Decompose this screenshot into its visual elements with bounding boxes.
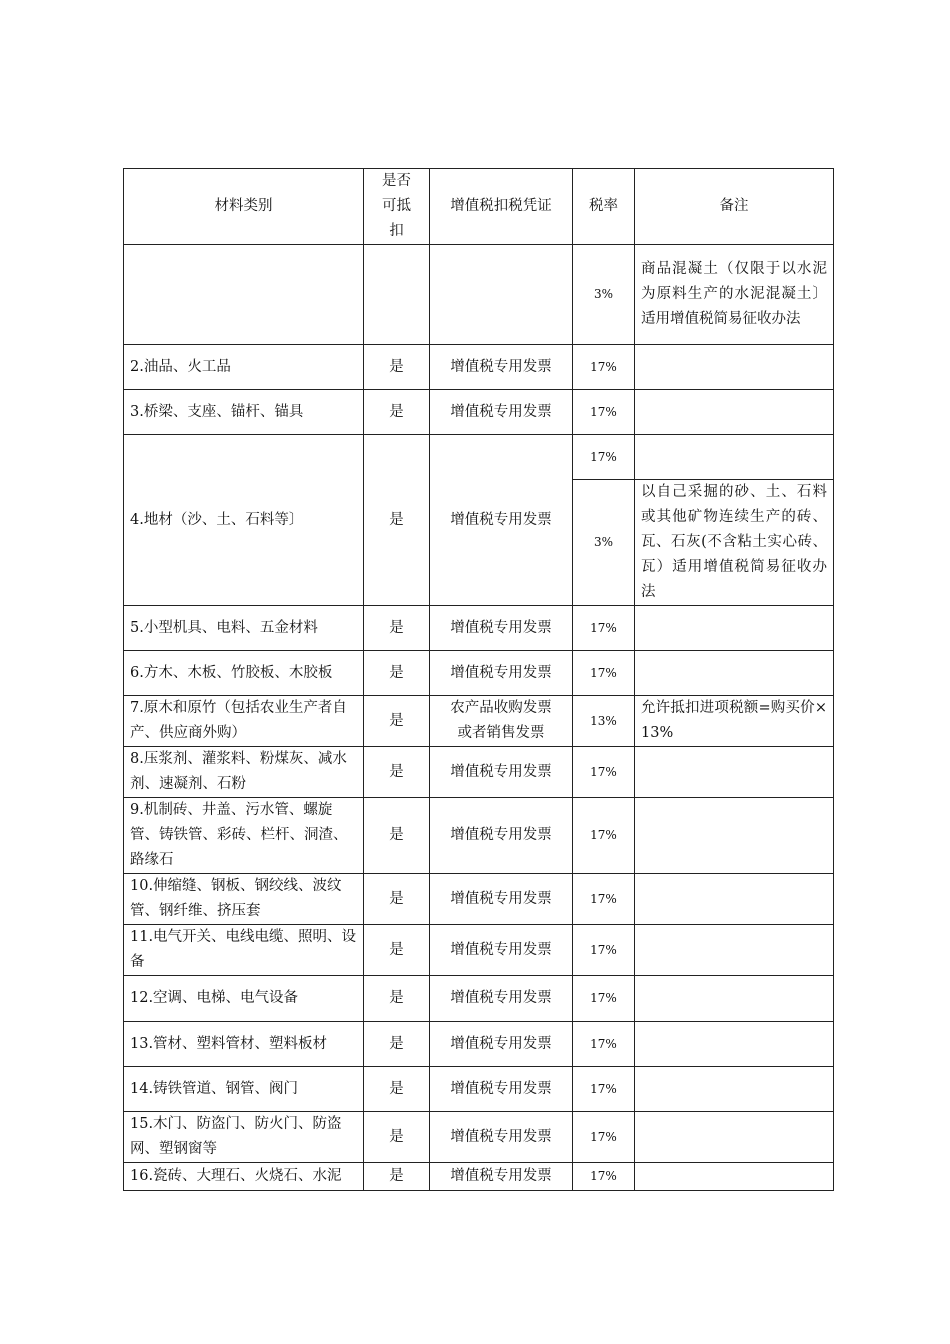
header-deductible: 是否可抵扣 [364, 169, 430, 245]
row-remarks [635, 651, 834, 696]
row-remarks [635, 925, 834, 976]
materials-tax-table [123, 168, 834, 1191]
row-remarks [635, 747, 834, 798]
row-voucher: 增值税专用发票 [430, 390, 573, 435]
row-remarks [635, 1163, 834, 1191]
row-deductible: 是 [364, 390, 430, 435]
row-voucher: 增值税专用发票 [430, 345, 573, 390]
header-category: 材料类别 [124, 169, 364, 245]
row-deductible: 是 [364, 925, 430, 976]
header-row [124, 169, 834, 245]
row-deductible: 是 [364, 345, 430, 390]
row-remarks [635, 976, 834, 1022]
table-row [124, 925, 834, 976]
row-category: 12.空调、电梯、电气设备 [124, 976, 364, 1022]
row-rate: 17% [573, 925, 635, 976]
row-voucher: 增值税专用发票 [430, 1022, 573, 1067]
row-deductible [364, 245, 430, 345]
row-deductible: 是 [364, 606, 430, 651]
row-rate: 17% [573, 1067, 635, 1112]
row-rate: 13% [573, 696, 635, 747]
table-row [124, 245, 834, 345]
row-voucher: 增值税专用发票 [430, 606, 573, 651]
row-remarks [635, 1112, 834, 1163]
row-voucher: 农产品收购发票或者销售发票 [430, 696, 573, 747]
row-rate: 17% [573, 651, 635, 696]
table-row [124, 1163, 834, 1191]
row-remarks [635, 345, 834, 390]
row-voucher: 增值税专用发票 [430, 798, 573, 874]
row-deductible: 是 [364, 976, 430, 1022]
row-remarks-simplified: 以自己采掘的砂、土、石料或其他矿物连续生产的砖、瓦、石灰(不含粘土实心砖、瓦）适用增值税简易征收办法 [635, 480, 834, 606]
row-voucher: 增值税专用发票 [430, 976, 573, 1022]
row-remarks [635, 874, 834, 925]
table-row [124, 1022, 834, 1067]
table-row [124, 874, 834, 925]
table-row [124, 345, 834, 390]
table-row [124, 696, 834, 747]
row-rate: 3% [573, 245, 635, 345]
row-category: 14.铸铁管道、钢管、阀门 [124, 1067, 364, 1112]
row-voucher: 增值税专用发票 [430, 1112, 573, 1163]
row-category: 4.地材（沙、土、石料等〕 [124, 435, 364, 606]
table-row [124, 651, 834, 696]
header-remarks: 备注 [635, 169, 834, 245]
row-voucher: 增值税专用发票 [430, 651, 573, 696]
table-row [124, 976, 834, 1022]
row-category: 15.木门、防盗门、防火门、防盗网、塑钢窗等 [124, 1112, 364, 1163]
row-remarks: 商品混凝土（仅限于以水泥为原料生产的水泥混凝土〕适用增值税简易征收办法 [635, 245, 834, 345]
row-deductible: 是 [364, 651, 430, 696]
row-rate: 17% [573, 1022, 635, 1067]
row-rate: 17% [573, 1112, 635, 1163]
table-row [124, 390, 834, 435]
row-voucher: 增值税专用发票 [430, 435, 573, 606]
row-voucher: 增值税专用发票 [430, 747, 573, 798]
row-deductible: 是 [364, 1067, 430, 1112]
table-row [124, 798, 834, 874]
row-remarks [635, 390, 834, 435]
row-category: 5.小型机具、电料、五金材料 [124, 606, 364, 651]
row-rate: 17% [573, 345, 635, 390]
row-rate: 17% [573, 435, 635, 480]
row-voucher [430, 245, 573, 345]
header-voucher: 增值税扣税凭证 [430, 169, 573, 245]
row-category: 2.油品、火工品 [124, 345, 364, 390]
row-deductible: 是 [364, 1163, 430, 1191]
row-deductible: 是 [364, 696, 430, 747]
table-row [124, 435, 834, 480]
row-category: 9.机制砖、井盖、污水管、螺旋管、铸铁管、彩砖、栏杆、洞渣、路缘石 [124, 798, 364, 874]
row-category: 10.伸缩缝、钢板、钢绞线、波纹管、钢纤维、挤压套 [124, 874, 364, 925]
row-deductible: 是 [364, 435, 430, 606]
row-remarks [635, 1067, 834, 1112]
row-category: 8.压浆剂、灌浆料、粉煤灰、减水剂、速凝剂、石粉 [124, 747, 364, 798]
row-rate: 17% [573, 798, 635, 874]
row-category: 7.原木和原竹（包括农业生产者自产、供应商外购） [124, 696, 364, 747]
row-voucher: 增值税专用发票 [430, 874, 573, 925]
row-deductible: 是 [364, 798, 430, 874]
row-remarks [635, 435, 834, 480]
row-category: 6.方木、木板、竹胶板、木胶板 [124, 651, 364, 696]
row-remarks [635, 1022, 834, 1067]
table-row [124, 1112, 834, 1163]
row-remarks: 允许抵扣进项税额=购买价×13% [635, 696, 834, 747]
row-category [124, 245, 364, 345]
row-rate: 17% [573, 606, 635, 651]
row-deductible: 是 [364, 1022, 430, 1067]
row-deductible: 是 [364, 1112, 430, 1163]
row-deductible: 是 [364, 747, 430, 798]
row-voucher: 增值税专用发票 [430, 1163, 573, 1191]
row-rate: 17% [573, 390, 635, 435]
row-rate-simplified: 3% [573, 480, 635, 606]
table-row [124, 606, 834, 651]
row-deductible: 是 [364, 874, 430, 925]
row-category: 13.管材、塑料管材、塑料板材 [124, 1022, 364, 1067]
row-category: 16.瓷砖、大理石、火烧石、水泥 [124, 1163, 364, 1191]
row-rate: 17% [573, 1163, 635, 1191]
row-voucher: 增值税专用发票 [430, 925, 573, 976]
row-category: 11.电气开关、电线电缆、照明、设备 [124, 925, 364, 976]
row-rate: 17% [573, 874, 635, 925]
row-remarks [635, 606, 834, 651]
row-category: 3.桥梁、支座、锚杆、锚具 [124, 390, 364, 435]
row-voucher: 增值税专用发票 [430, 1067, 573, 1112]
row-remarks [635, 798, 834, 874]
row-rate: 17% [573, 976, 635, 1022]
header-rate: 税率 [573, 169, 635, 245]
table-row [124, 747, 834, 798]
table-row [124, 1067, 834, 1112]
row-rate: 17% [573, 747, 635, 798]
